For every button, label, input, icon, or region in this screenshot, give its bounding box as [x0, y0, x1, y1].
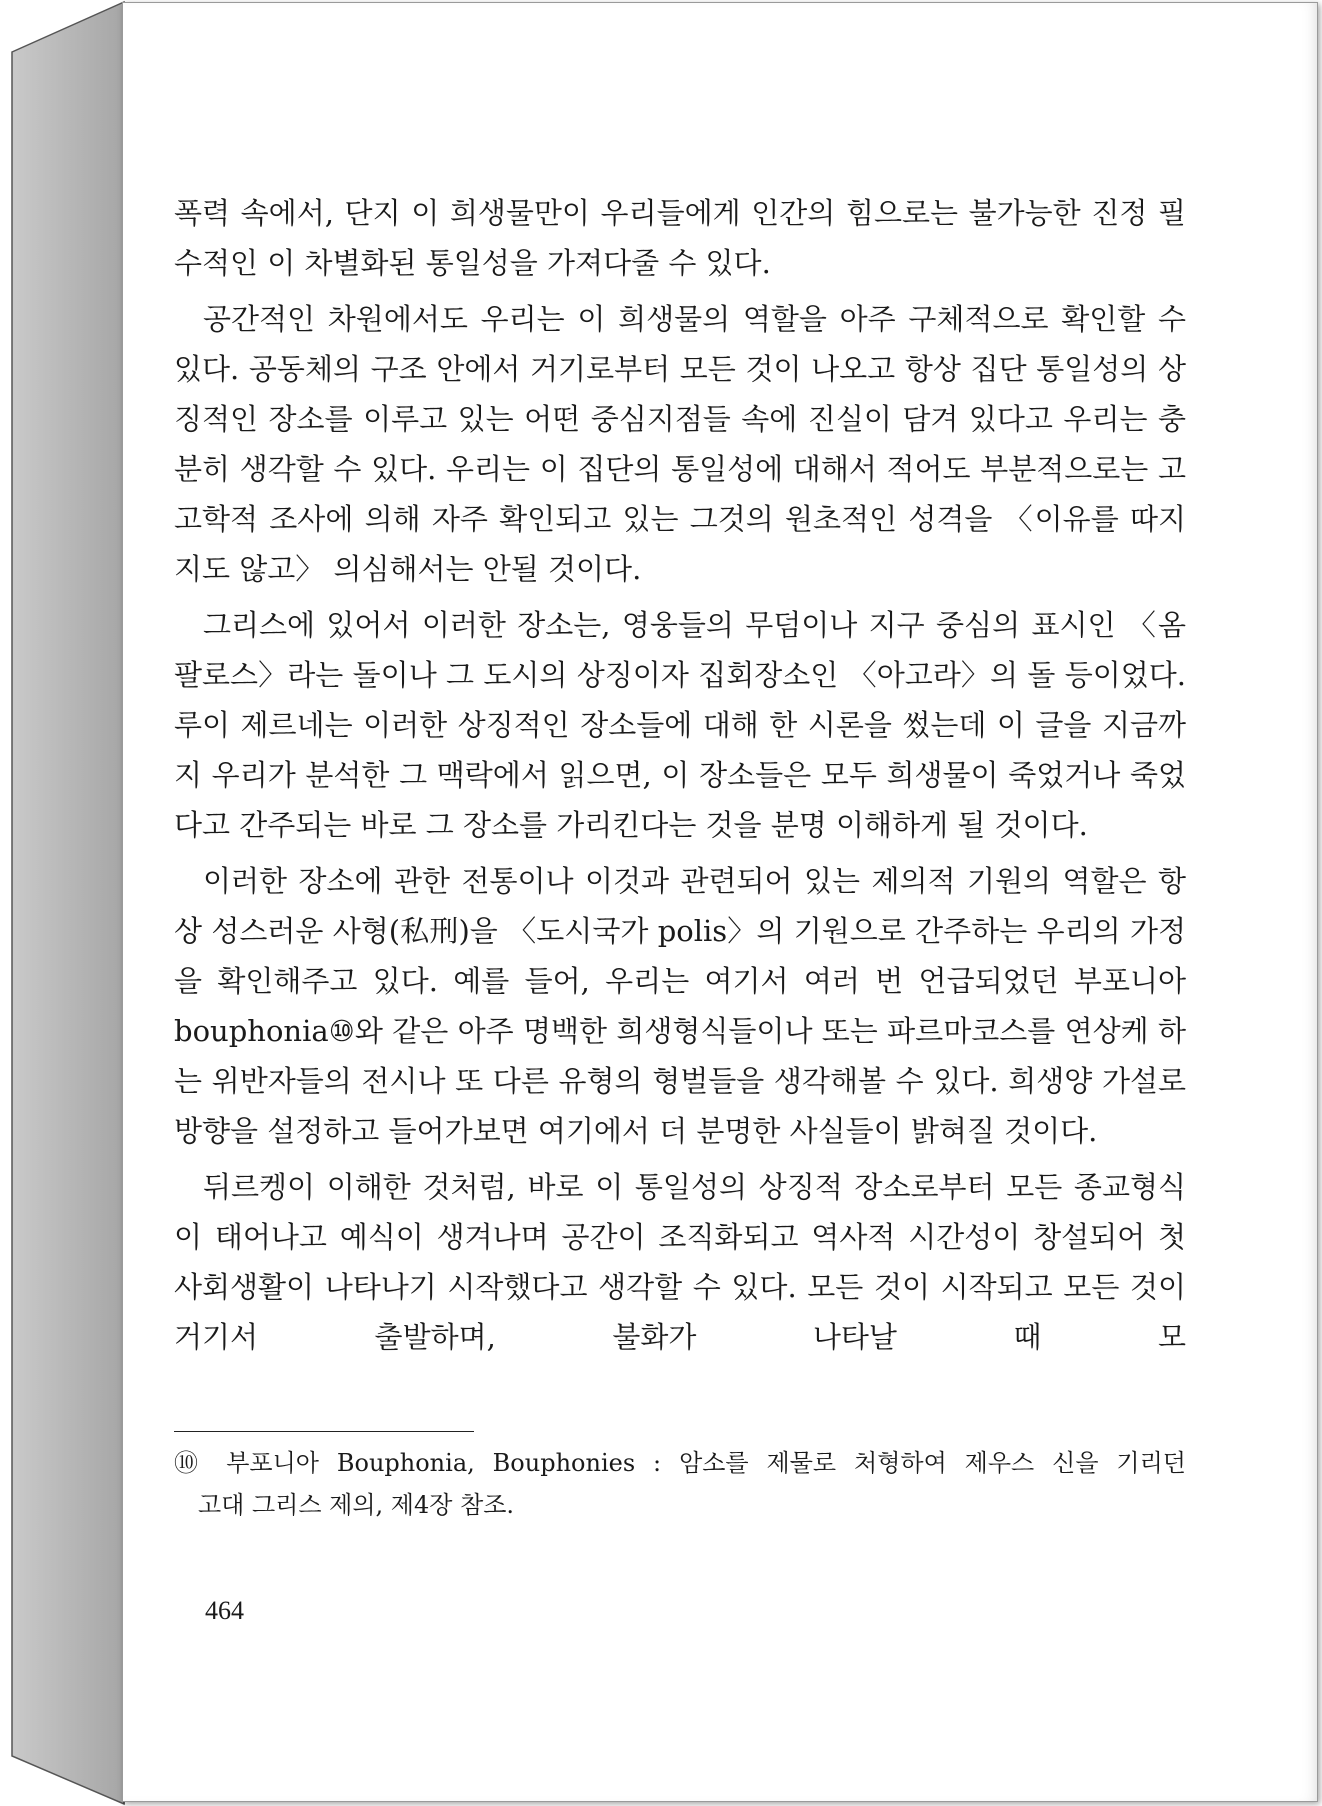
footnote — [174, 1442, 1186, 1526]
footnote-divider — [174, 1431, 474, 1432]
paragraph-1: 폭력 속에서, 단지 이 희생물만이 우리들에게 인간의 힘으로는 불가능한 진정 필수적인 이 차별화된 통일성을 가져다줄 수 있다. — [174, 196, 1186, 280]
body-text — [174, 188, 1186, 1362]
footnote-line-2: 고대 그리스 제의, 제4장 참조. — [198, 1491, 515, 1519]
footnote-line-1: ⑩ 부포니아 Bouphonia, Bouphonies : 암소를 제물로 처형하여 제우스 신을 기리던 — [174, 1449, 1186, 1477]
book-spine-shape — [0, 0, 130, 1806]
page-number: 464 — [205, 1596, 244, 1625]
paragraph-4: 이러한 장소에 관한 전통이나 이것과 관련되어 있는 제의적 기원의 역할은 항상 성스러운 사형(私刑)을 〈도시국가 polis〉의 기원으로 간주하는 우리의 가정을 확인해주고 있다. 예를 들어, 우리는 여기서 여러 번 언급되었던 부포니아 bouphonia⑩와 같은 아주 명백한 희생형식들이나 또는 파르마코스를 연상케 하는 위반자들의 전시나 또 다른 유형의 형벌들을 생각해볼 수 있다. 희생양 가설로 방향을 설정하고 들어가보면 여기에서 더 분명한 사실들이 밝혀질 것이다. — [174, 864, 1186, 1148]
paragraph-3: 그리스에 있어서 이러한 장소는, 영웅들의 무덤이나 지구 중심의 표시인 〈옴팔로스〉라는 돌이나 그 도시의 상징이자 집회장소인 〈아고라〉의 돌 등이었다. 루이 제르네는 이러한 상징적인 장소들에 대해 한 시론을 썼는데 이 글을 지금까지 우리가 분석한 그 맥락에서 읽으면, 이 장소들은 모두 희생물이 죽었거나 죽었다고 간주되는 바로 그 장소를 가리킨다는 것을 분명 이해하게 될 것이다. — [174, 608, 1186, 842]
paragraph-5: 뒤르켕이 이해한 것처럼, 바로 이 통일성의 상징적 장소로부터 모든 종교형식이 태어나고 예식이 생겨나며 공간이 조직화되고 역사적 시간성이 창설되어 첫 사회생활이 나타나기 시작했다고 생각할 수 있다. 모든 것이 시작되고 모든 것이 거기서 출발하며, 불화가 나타날 때 모 — [174, 1170, 1186, 1354]
paragraph-2: 공간적인 차원에서도 우리는 이 희생물의 역할을 아주 구체적으로 확인할 수 있다. 공동체의 구조 안에서 거기로부터 모든 것이 나오고 항상 집단 통일성의 상징적인 장소를 이루고 있는 어떤 중심지점들 속에 진실이 담겨 있다고 우리는 충분히 생각할 수 있다. 우리는 이 집단의 통일성에 대해서 적어도 부분적으로는 고고학적 조사에 의해 자주 확인되고 있는 그것의 원초적인 성격을 〈이유를 따지지도 않고〉 의심해서는 안될 것이다. — [174, 302, 1186, 586]
book-spine — [0, 0, 130, 1806]
